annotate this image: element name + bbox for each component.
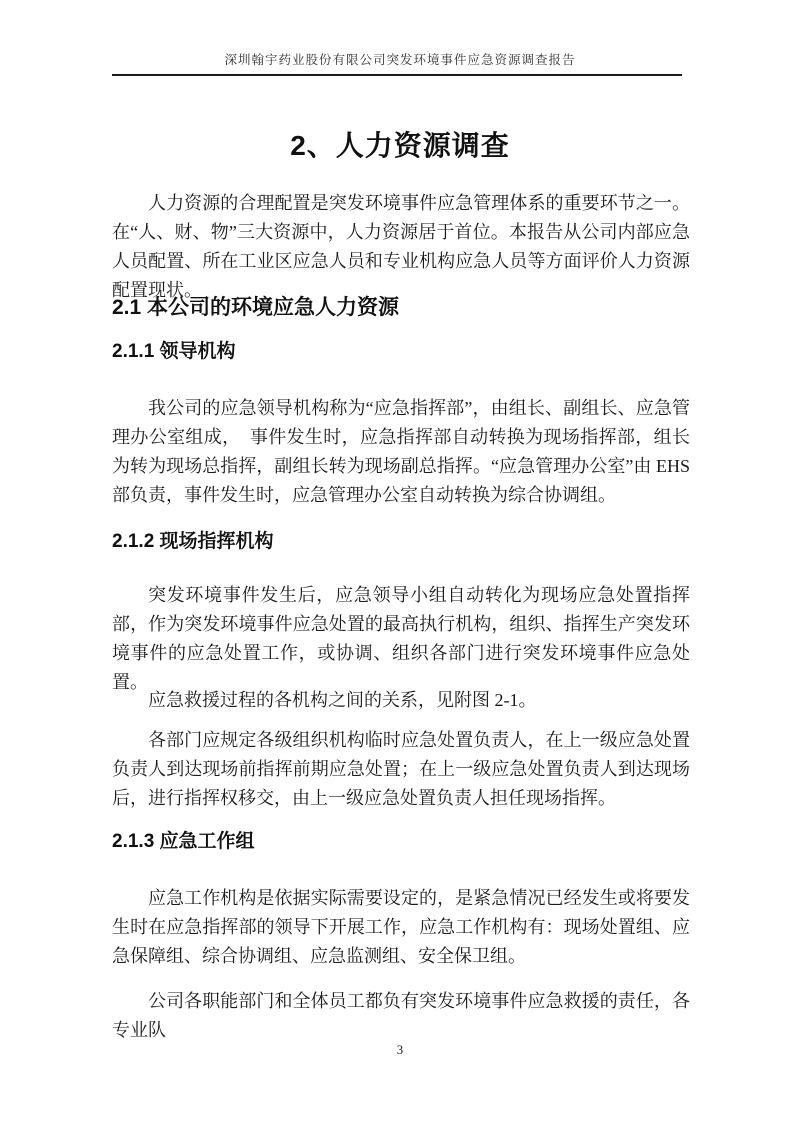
paragraph-2-1-2-c: 各部门应规定各级组织机构临时应急处置负责人，在上一级应急处置负责人到达现场前指挥前期应急处置；在上一级应急处置负责人到达现场后，进行指挥权移交，由上一级应急处置负责人担任现场指挥。 xyxy=(112,730,690,808)
paragraph-2-1-3-b: 公司各职能部门和全体员工都负有突发环境事件应急救援的责任，各专业队 xyxy=(112,991,690,1040)
section-heading-2-1: 2.1 本公司的环境应急人力资源 xyxy=(112,296,400,319)
paragraph-2-1-1: 我公司的应急领导机构称为“应急指挥部”，由组长、副组长、应急管理办公室组成， 事件发生时，应急指挥部自动转换为现场指挥部，组长为转为现场总指挥，副组长转为现场副总指挥。“应急管理办公室”由 EHS 部负责，事件发生时，应急管理办公室自动转换为综合协调组。 xyxy=(112,398,690,505)
section-heading-2-1-2: 2.1.2 现场指挥机构 xyxy=(112,531,274,552)
paragraph-2-1-2-b: 应急救援过程的各机构之间的关系，见附图 2-1。 xyxy=(148,690,537,710)
paragraph-2-1-2-a: 突发环境事件发生后，应急领导小组自动转化为现场应急处置指挥部，作为突发环境事件应急处置的最高执行机构，组织、指挥生产突发环境事件的应急处置工作，或协调、组织各部门进行突发环境事件应急处置。 xyxy=(112,585,690,692)
section-heading-2-1-1: 2.1.1 领导机构 xyxy=(112,341,236,362)
section-heading-2-1-3: 2.1.3 应急工作组 xyxy=(112,831,255,852)
header-rule xyxy=(112,74,682,76)
paragraph-2-1-3-a: 应急工作机构是依据实际需要设定的，是紧急情况已经发生或将要发生时在应急指挥部的领导下开展工作，应急工作机构有：现场处置组、应急保障组、综合协调组、应急监测组、安全保卫组。 xyxy=(112,888,690,966)
running-header: 深圳翰宇药业股份有限公司突发环境事件应急资源调查报告 xyxy=(224,53,576,67)
page-number: 3 xyxy=(396,1043,404,1057)
intro-paragraph: 人力资源的合理配置是突发环境事件应急管理体系的重要环节之一。在“人、财、物”三大资源中，人力资源居于首位。本报告从公司内部应急人员配置、所在工业区应急人员和专业机构应急人员等方面评价人力资源配置现状。 xyxy=(112,193,690,300)
page-title: 2、人力资源调查 xyxy=(290,130,510,161)
